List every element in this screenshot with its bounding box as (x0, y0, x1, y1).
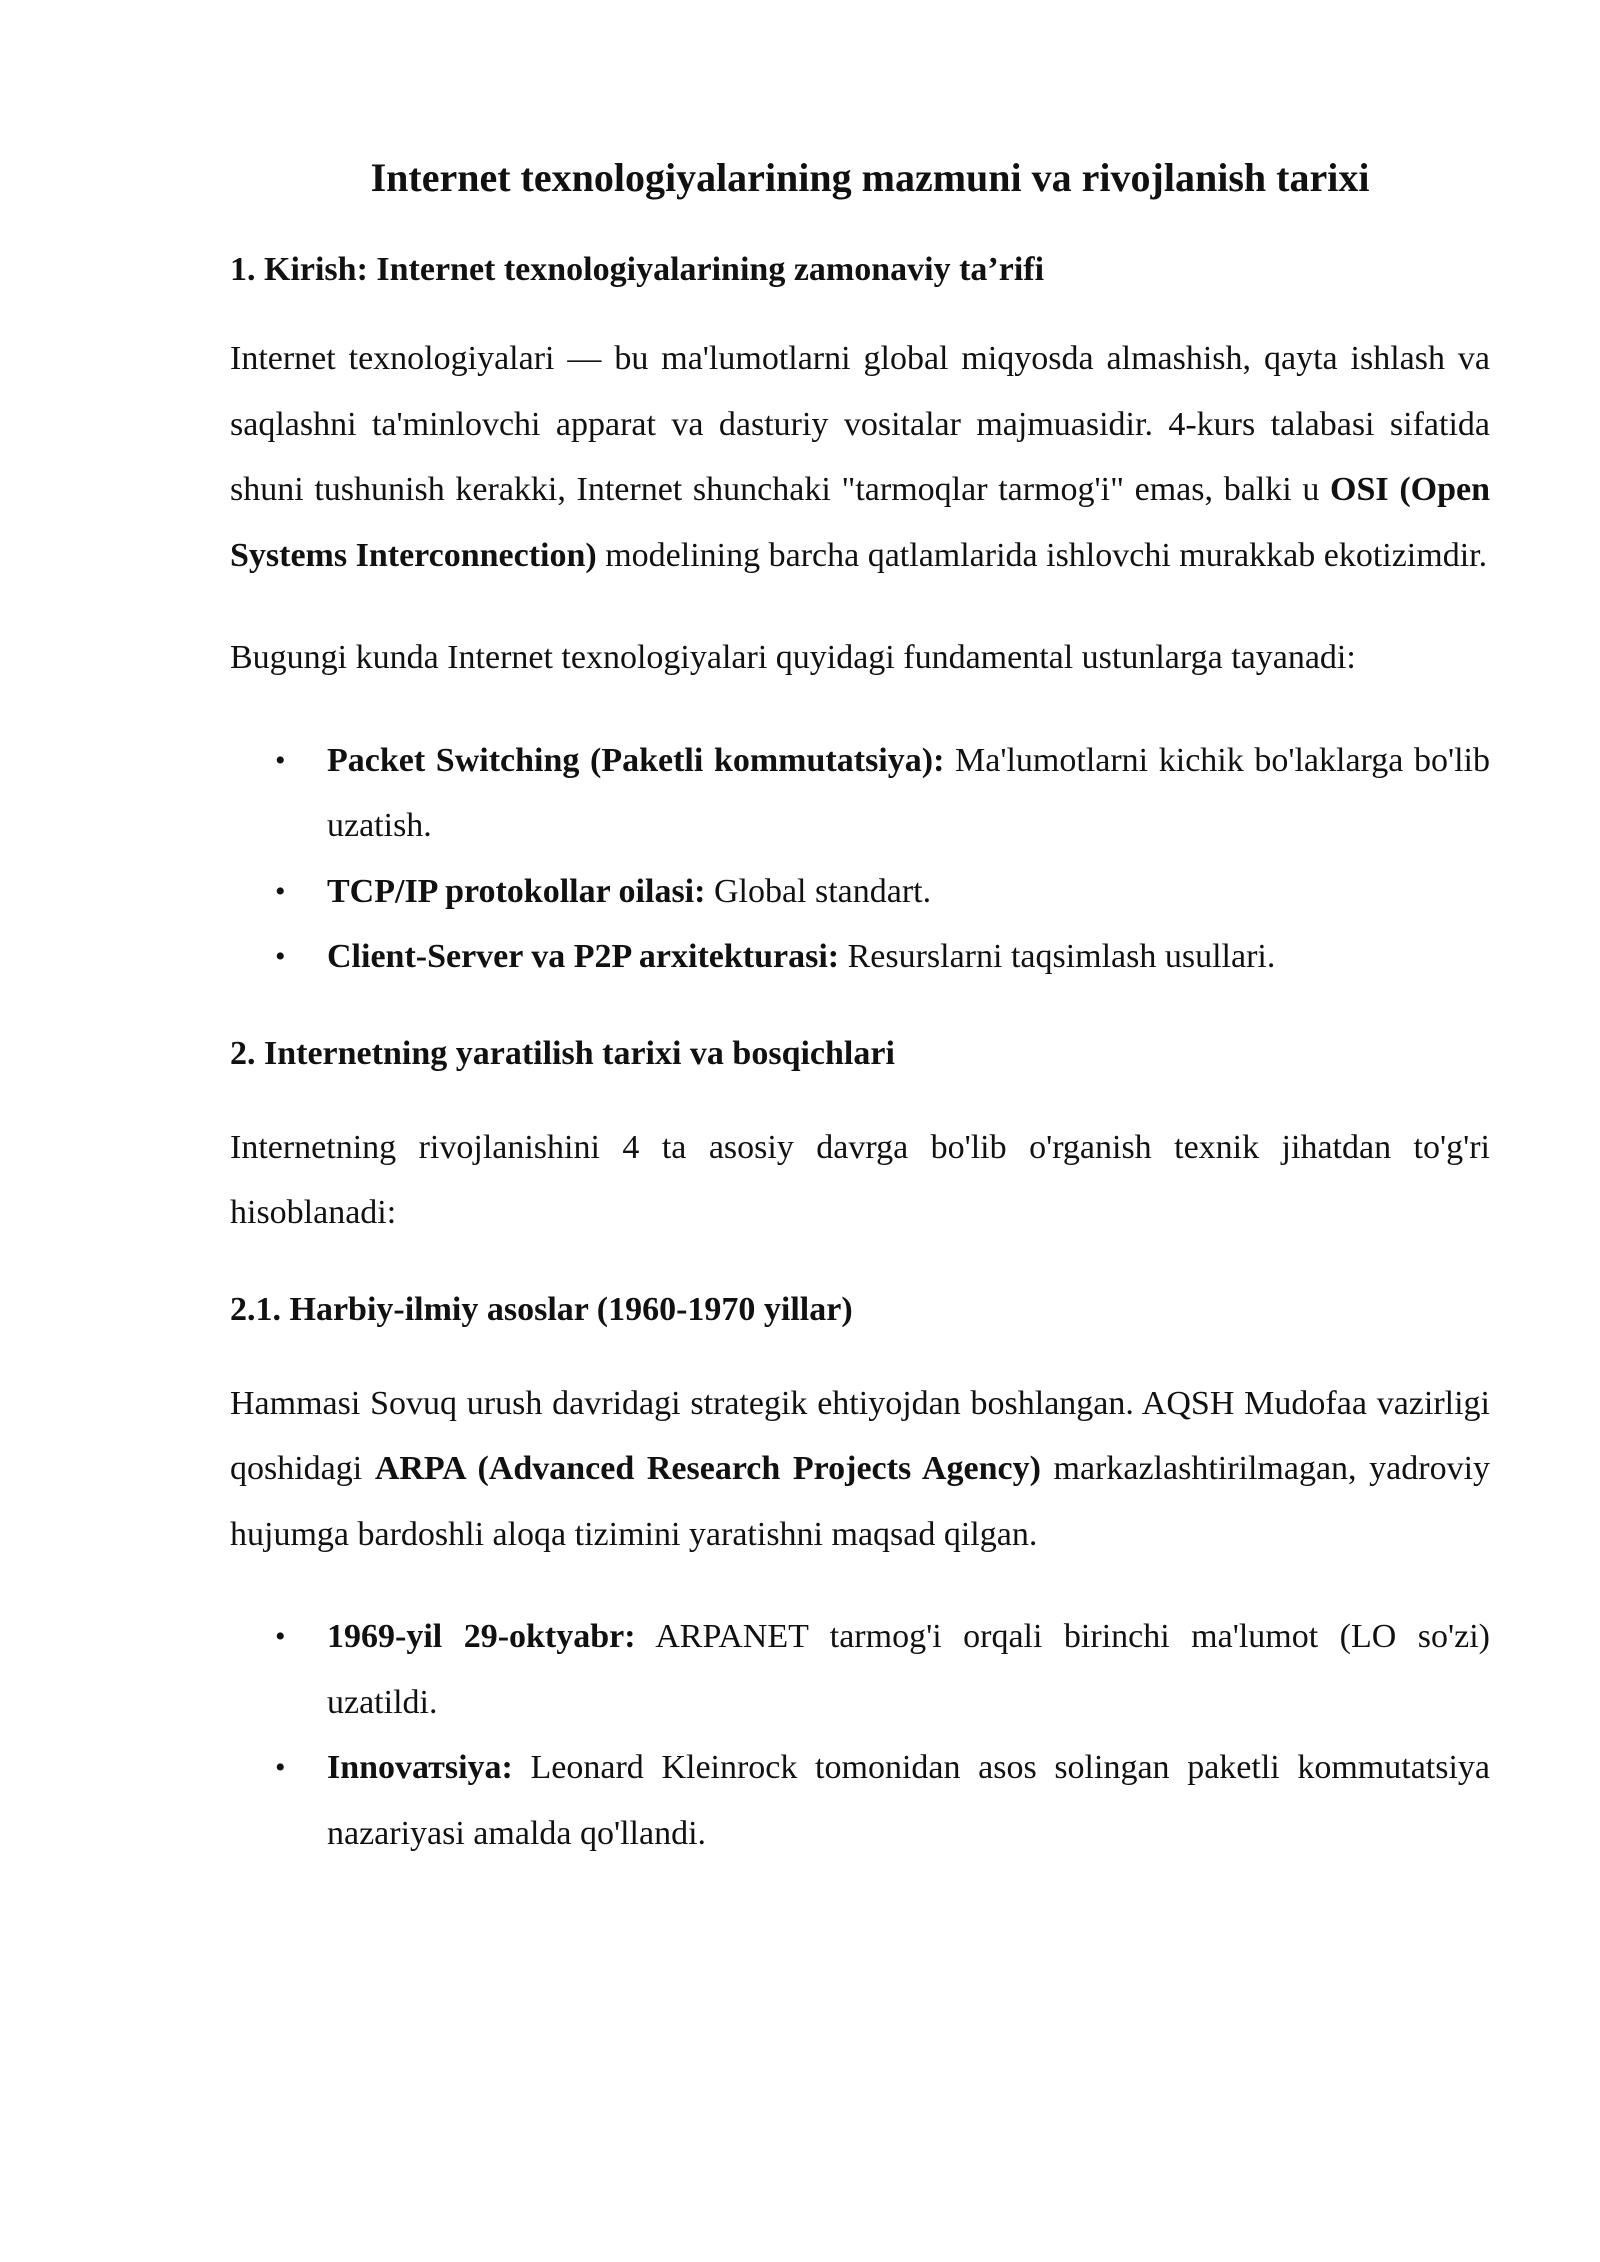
section-2-heading: 2. Internetning yaratilish tarixi va bosqichlari (230, 1034, 895, 1072)
list-item-label: Innovатsiya: (327, 1749, 513, 1786)
document-body (230, 150, 1490, 1866)
list-item (230, 728, 1490, 859)
bullet-icon: • (275, 743, 286, 777)
bullet-icon: • (275, 1751, 286, 1784)
list-item-text: Resurslarni taqsimlash usullari. (847, 938, 1276, 975)
paragraph-text: modelining barcha qatlamlarida ishlovchi murakkab ekotizimdir. (605, 536, 1488, 574)
paragraph-bold-term: OSI (Open Systems Interconnection) (230, 471, 1490, 574)
subsection-2-1-paragraph (230, 1371, 1490, 1568)
list-item-text: ARPANET tarmog'i orqali birinchi ma'lumot (LO so'zi) uzatildi. (327, 1618, 1491, 1721)
list-item-label: TCP/IP protokollar oilasi: (327, 872, 706, 910)
list-item-text: Ma'lumotlarni kichik bo'laklarga bo'lib uzatish. (327, 741, 1491, 844)
page-title: Internet texnologiyalarining mazmuni va rivojlanish tarixi (370, 155, 1370, 200)
list-item (230, 859, 1490, 925)
list-item-text: Global standart. (713, 872, 932, 910)
list-item-label: Client-Server va P2P arxitekturasi: (327, 938, 840, 975)
list-item (230, 1604, 1490, 1735)
list-item (230, 924, 1490, 990)
list-item-label: Packet Switching (Paketli kommutatsiya): (327, 741, 945, 779)
section-1-heading: 1. Kirish: Internet texnologiyalarining zamonaviy ta’rifi (230, 251, 1045, 288)
section-2-paragraph-1: Internetning rivojlanishini 4 ta asosiy davrga bo'lib o'rganish texnik jihatdan to'g'ri hisoblanadi: (230, 1128, 1490, 1231)
bullet-icon: • (275, 1620, 286, 1653)
bullet-icon: • (275, 874, 286, 908)
subsection-2-1-bullet-list (230, 1604, 1490, 1866)
paragraph-text: Hammasi Sovuq urush davridagi strategik ehtiyojdan boshlangan. AQSH Mudofaa vazirligi qoshidagi (230, 1384, 1490, 1487)
section-1-bullet-list (230, 728, 1490, 990)
list-item (230, 1735, 1490, 1866)
section-1-paragraph-1 (230, 326, 1490, 588)
list-item-label: 1969-yil 29-oktyabr: (327, 1618, 636, 1655)
list-item-text: Leonard Kleinrock tomonidan asos solingan paketli kommutatsiya nazariyasi amalda qo'llandi. (327, 1749, 1491, 1852)
subsection-2-1-heading: 2.1. Harbiy-ilmiy asoslar (1960-1970 yillar) (230, 1290, 853, 1328)
paragraph-text: markazlashtirilmagan, yadroviy hujumga bardoshli aloqa tizimini yaratishni maqsad qilgan. (230, 1450, 1491, 1553)
bullet-icon: • (275, 940, 286, 973)
paragraph-bold-term: ARPA (Advanced Research Projects Agency) (374, 1450, 1041, 1487)
section-1-paragraph-2: Bugungi kunda Internet texnologiyalari quyidagi fundamental ustunlarga tayanadi: (230, 639, 1356, 676)
paragraph-text: Internet texnologiyalari — bu ma'lumotlarni global miqyosda almashish, qayta ishlash va saqlashni ta'minlovchi apparat va dasturiy vositalar majmuasidir. 4-kurs talabasi sifatida shuni tushunish kerakki, Internet shunchaki "tarmoqlar tarmog'i" emas, balki u (230, 340, 1490, 508)
